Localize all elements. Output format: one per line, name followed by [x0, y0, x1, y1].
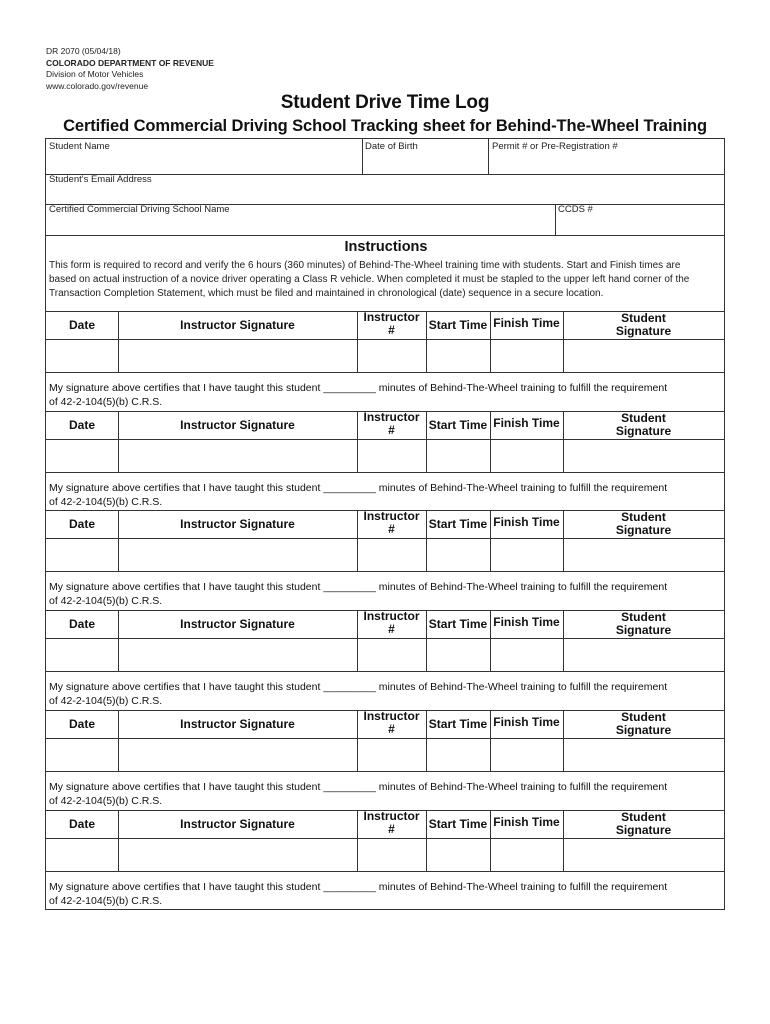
- finish-time-header: Finish Time: [493, 815, 560, 829]
- start-time-cell[interactable]: [426, 839, 490, 871]
- email-field[interactable]: [46, 175, 724, 204]
- date-header: Date: [68, 318, 95, 332]
- start-time-header: Start Time: [428, 617, 488, 631]
- instructor-number-cell[interactable]: [357, 539, 426, 571]
- page-subtitle: Certified Commercial Driving School Tracking sheet for Behind-The-Wheel Training: [63, 117, 707, 135]
- certification-statement: [49, 781, 725, 808]
- finish-time-header: Finish Time: [493, 515, 560, 529]
- drive-time-form: [45, 138, 725, 910]
- finish-time-cell[interactable]: [490, 340, 563, 372]
- student-name-label: Student Name: [49, 141, 110, 152]
- certification-statement: [49, 681, 725, 708]
- instructor-signature-cell[interactable]: [118, 839, 357, 871]
- email-label: Student's Email Address: [49, 174, 152, 185]
- certification-line: My signature above certifies that I have taught this student _________ minutes of Behind-The-Wheel training to fulfill the requirement: [49, 482, 668, 494]
- start-time-header: Start Time: [428, 418, 488, 432]
- student-signature-cell[interactable]: [563, 639, 724, 671]
- instructor-number-header-line: Instructor: [363, 709, 420, 723]
- date-cell[interactable]: [46, 340, 118, 372]
- certification-statement: [49, 482, 725, 509]
- student-signature-cell[interactable]: [563, 839, 724, 871]
- finish-time-header: Finish Time: [493, 715, 560, 729]
- certification-statement: [49, 881, 725, 908]
- finish-time-cell[interactable]: [490, 639, 563, 671]
- school-name-label: Certified Commercial Driving School Name: [49, 204, 230, 215]
- instructions-text: [49, 259, 725, 301]
- instructor-number-cell[interactable]: [357, 639, 426, 671]
- certification-line: of 42-2-104(5)(b) C.R.S.: [49, 794, 163, 807]
- date-cell[interactable]: [46, 440, 118, 472]
- instructor-signature-header: Instructor Signature: [180, 817, 295, 831]
- instructor-number-header-line: #: [388, 621, 395, 636]
- division-name: Division of Motor Vehicles: [46, 69, 144, 79]
- date-header: Date: [68, 517, 95, 531]
- instructions-line: based on actual instruction of a novice driver operating a Class R vehicle. When completed it must be stapled to the upper left hand corner of the: [49, 274, 690, 285]
- date-header: Date: [68, 717, 95, 731]
- instructor-signature-header: Instructor Signature: [180, 418, 295, 432]
- finish-time-header: Finish Time: [493, 615, 560, 629]
- instructor-number-header-line: Instructor: [363, 310, 420, 324]
- instructor-signature-cell[interactable]: [118, 340, 357, 372]
- instructor-number-header-line: Instructor: [363, 509, 420, 523]
- instructor-number-header-line: Instructor: [363, 609, 420, 623]
- date-header: Date: [68, 817, 95, 831]
- instructor-number-header-line: #: [388, 721, 395, 736]
- start-time-header: Start Time: [428, 318, 488, 332]
- instructor-number-cell[interactable]: [357, 440, 426, 472]
- certification-line: of 42-2-104(5)(b) C.R.S.: [49, 395, 163, 408]
- date-cell[interactable]: [46, 539, 118, 571]
- student-signature-header-line: Signature: [615, 323, 672, 338]
- instructor-number-header-line: #: [388, 322, 395, 337]
- instructor-number-header: [357, 510, 426, 535]
- finish-time-cell[interactable]: [490, 440, 563, 472]
- instructor-number-header: [357, 610, 426, 635]
- finish-time-header: Finish Time: [493, 316, 560, 330]
- student-signature-cell[interactable]: [563, 539, 724, 571]
- student-signature-header: [563, 611, 724, 636]
- permit-field[interactable]: [489, 139, 724, 174]
- date-cell[interactable]: [46, 839, 118, 871]
- student-signature-header: [563, 511, 724, 536]
- student-signature-header-line: Signature: [615, 722, 672, 737]
- finish-time-cell[interactable]: [490, 739, 563, 771]
- certification-line: My signature above certifies that I have taught this student _________ minutes of Behind-The-Wheel training to fulfill the requirement: [49, 382, 668, 394]
- instructor-number-header: [357, 411, 426, 436]
- instructions-heading: Instructions: [344, 239, 428, 255]
- student-signature-header-line: Signature: [615, 522, 672, 537]
- student-signature-cell[interactable]: [563, 739, 724, 771]
- student-signature-header: [563, 811, 724, 836]
- start-time-header: Start Time: [428, 517, 488, 531]
- start-time-cell[interactable]: [426, 340, 490, 372]
- instructor-number-cell[interactable]: [357, 340, 426, 372]
- date-of-birth-label: Date of Birth: [365, 141, 418, 152]
- start-time-header: Start Time: [428, 817, 488, 831]
- student-signature-header-line: Student: [621, 411, 666, 425]
- instructor-signature-header: Instructor Signature: [180, 318, 295, 332]
- page-title: Student Drive Time Log: [280, 92, 490, 113]
- ccds-field[interactable]: [556, 205, 724, 235]
- certification-statement: [49, 382, 725, 409]
- certification-line: My signature above certifies that I have taught this student _________ minutes of Behind-The-Wheel training to fulfill the requirement: [49, 881, 668, 893]
- finish-time-header: Finish Time: [493, 416, 560, 430]
- certification-statement: [49, 581, 725, 608]
- instructor-signature-header: Instructor Signature: [180, 517, 295, 531]
- start-time-cell[interactable]: [426, 639, 490, 671]
- instructor-number-header-line: #: [388, 521, 395, 536]
- instructor-number-header-line: Instructor: [363, 410, 420, 424]
- certification-line: My signature above certifies that I have taught this student _________ minutes of Behind-The-Wheel training to fulfill the requirement: [49, 781, 668, 793]
- student-signature-header-line: Student: [621, 510, 666, 524]
- student-signature-header: [563, 312, 724, 337]
- instructions-line: This form is required to record and verify the 6 hours (360 minutes) of Behind-The-Wheel training time with students. Start and Finish times are: [49, 260, 681, 271]
- finish-time-cell[interactable]: [490, 839, 563, 871]
- certification-line: My signature above certifies that I have taught this student _________ minutes of Behind-The-Wheel training to fulfill the requirement: [49, 581, 668, 593]
- certification-line: of 42-2-104(5)(b) C.R.S.: [49, 495, 163, 508]
- date-header: Date: [68, 418, 95, 432]
- student-signature-cell[interactable]: [563, 440, 724, 472]
- start-time-cell[interactable]: [426, 739, 490, 771]
- instructor-number-header: [357, 710, 426, 735]
- student-signature-header-line: Signature: [615, 622, 672, 637]
- department-name: COLORADO DEPARTMENT OF REVENUE: [46, 57, 214, 68]
- start-time-cell[interactable]: [426, 539, 490, 571]
- date-cell[interactable]: [46, 639, 118, 671]
- instructor-signature-cell[interactable]: [118, 539, 357, 571]
- permit-label: Permit # or Pre-Registration #: [492, 141, 618, 152]
- start-time-cell[interactable]: [426, 440, 490, 472]
- student-signature-header-line: Student: [621, 610, 666, 624]
- student-signature-header-line: Student: [621, 311, 666, 325]
- instructor-number-header-line: Instructor: [363, 809, 420, 823]
- instructor-signature-cell[interactable]: [118, 440, 357, 472]
- instructor-number-header-line: #: [388, 422, 395, 437]
- form-number: DR 2070 (05/04/18): [46, 46, 121, 56]
- student-signature-header: [563, 711, 724, 736]
- instructor-signature-header: Instructor Signature: [180, 617, 295, 631]
- date-cell[interactable]: [46, 739, 118, 771]
- ccds-label: CCDS #: [558, 204, 593, 215]
- student-signature-cell[interactable]: [563, 340, 724, 372]
- instructor-number-cell[interactable]: [357, 739, 426, 771]
- instructor-signature-cell[interactable]: [118, 639, 357, 671]
- student-signature-header-line: Student: [621, 810, 666, 824]
- student-signature-header-line: Student: [621, 710, 666, 724]
- school-name-field[interactable]: [46, 205, 555, 235]
- certification-line: of 42-2-104(5)(b) C.R.S.: [49, 694, 163, 707]
- student-name-field[interactable]: [46, 139, 362, 174]
- date-of-birth-field[interactable]: [363, 139, 488, 174]
- certification-line: My signature above certifies that I have taught this student _________ minutes of Behind-The-Wheel training to fulfill the requirement: [49, 681, 668, 693]
- instructor-number-header: [357, 311, 426, 336]
- student-signature-header-line: Signature: [615, 423, 672, 438]
- student-signature-header-line: Signature: [615, 822, 672, 837]
- student-signature-header: [563, 412, 724, 437]
- instructor-signature-cell[interactable]: [118, 739, 357, 771]
- finish-time-cell[interactable]: [490, 539, 563, 571]
- instructions-line: Transaction Completion Statement, which must be filed and maintained in chronological (date) sequence in a secure location.: [49, 288, 604, 299]
- instructor-number-cell[interactable]: [357, 839, 426, 871]
- instructor-signature-header: Instructor Signature: [180, 717, 295, 731]
- certification-line: of 42-2-104(5)(b) C.R.S.: [49, 894, 163, 907]
- certification-line: of 42-2-104(5)(b) C.R.S.: [49, 594, 163, 607]
- instructor-number-header: [357, 810, 426, 835]
- instructor-number-header-line: #: [388, 821, 395, 836]
- date-header: Date: [68, 617, 95, 631]
- form-header: [46, 46, 214, 92]
- website: www.colorado.gov/revenue: [46, 80, 149, 91]
- start-time-header: Start Time: [428, 717, 488, 731]
